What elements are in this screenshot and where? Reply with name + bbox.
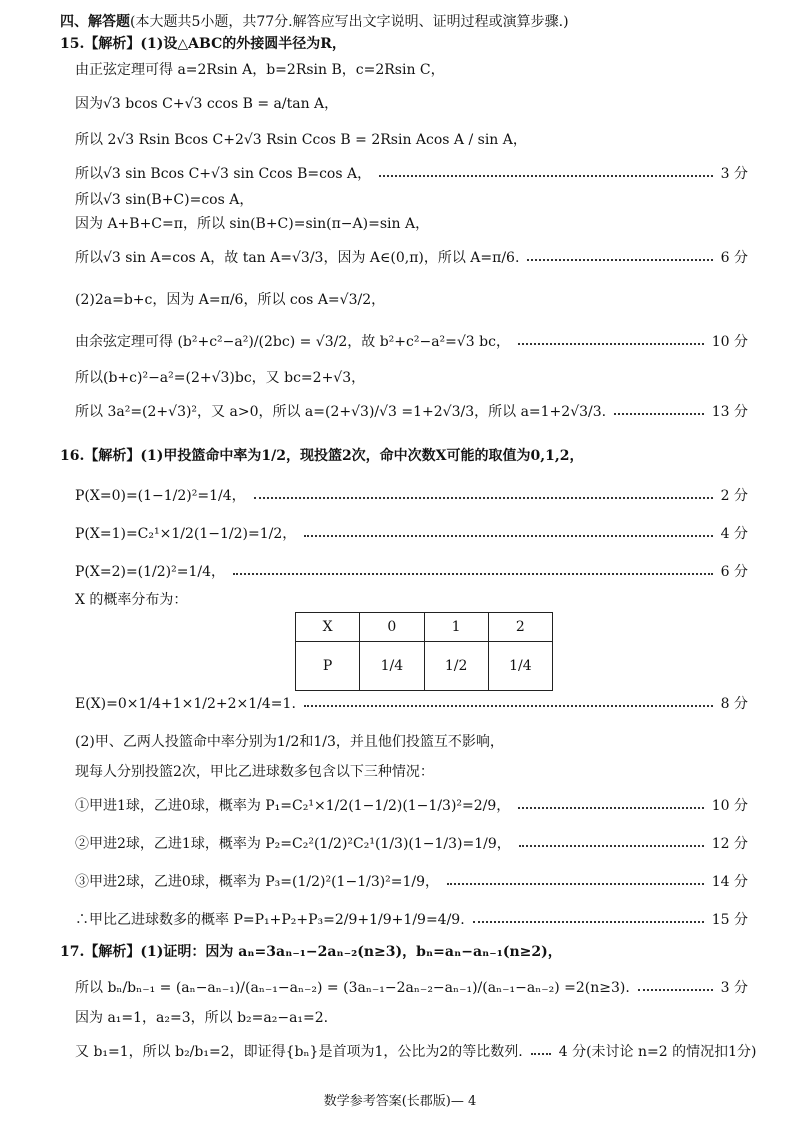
dot-leader — [614, 413, 704, 415]
q16-line-8: ①甲进1球，乙进0球，概率为 P₁=C₂¹×1/2(1−1/2)(1−1/3)²=2/9， 10 分 — [75, 798, 748, 814]
dot-leader — [519, 845, 704, 847]
q15-line-5: 所以√3 sin(B+C)=cos A， — [75, 192, 254, 208]
score-label: 6 分 — [720, 250, 748, 266]
q15-line-1: 由正弦定理可得 a=2Rsin A，b=2Rsin B，c=2Rsin C， — [75, 62, 445, 78]
probability-distribution-table — [295, 612, 553, 691]
score-label: 8 分 — [720, 696, 748, 712]
table-cell: X — [296, 613, 360, 642]
score-label: 15 分 — [711, 912, 748, 928]
dot-leader — [233, 573, 713, 575]
q16-line-0: 16.【解析】(1)甲投篮命中率为1/2，现投篮2次，命中次数X可能的取值为0,1,2， — [60, 448, 584, 464]
score-label: 3 分 — [720, 166, 748, 182]
table-row — [296, 642, 553, 691]
dot-leader — [254, 497, 713, 499]
q15-line-2: 因为√3 bcos C+√3 ccos B = a/tan A， — [75, 96, 339, 112]
dot-leader — [638, 989, 713, 991]
table-cell: 2 — [488, 613, 552, 642]
q15-line-9: 由余弦定理可得 (b²+c²−a²)/(2bc) = √3/2，故 b²+c²−a²=√3 bc， 10 分 — [75, 334, 748, 350]
dot-leader — [304, 705, 713, 707]
dot-leader — [447, 883, 704, 885]
table-cell: 1/2 — [424, 642, 488, 691]
q16-line-1: P(X=0)=(1−1/2)²=1/4， 2 分 — [75, 488, 748, 504]
score-label: 14 分 — [711, 874, 748, 890]
score-label: 4 分(未讨论 n=2 的情况扣1分) — [558, 1044, 757, 1060]
q17-line-0: 17.【解析】(1)证明：因为 aₙ=3aₙ₋₁−2aₙ₋₂(n≥3)，bₙ=aₙ−aₙ₋₁(n≥2)， — [60, 944, 562, 960]
q16-line-3: P(X=2)=(1/2)²=1/4， 6 分 — [75, 564, 748, 580]
q16-line-10: ③甲进2球，乙进0球，概率为 P₃=(1/2)²(1−1/3)²=1/9， 14 分 — [75, 874, 748, 890]
section-note: (本大题共5小题，共77分.解答应写出文字说明、证明过程或演算步骤.) — [130, 14, 569, 30]
q15-line-3: 所以 2√3 Rsin Bcos C+2√3 Rsin Ccos B = 2Rsin Acos A / sin A， — [75, 132, 527, 148]
q15-line-4: 所以√3 sin Bcos C+√3 sin Ccos B=cos A， 3 分 — [75, 166, 748, 182]
score-label: 6 分 — [720, 564, 748, 580]
q17-line-3: 又 b₁=1，所以 b₂/b₁=2，即证得{bₙ}是首项为1，公比为2的等比数列. 4 分(未讨论 n=2 的情况扣1分) — [75, 1044, 757, 1060]
dot-leader — [527, 259, 712, 261]
section-title: 四、解答题 — [60, 14, 130, 30]
q15-line-11: 所以 3a²=(2+√3)²，又 a>0，所以 a=(2+√3)/√3 =1+2√3/3，所以 a=1+2√3/3. 13 分 — [75, 404, 748, 420]
table-row — [296, 613, 553, 642]
dot-leader — [518, 807, 703, 809]
q15-line-10: 所以(b+c)²−a²=(2+√3)bc，又 bc=2+√3， — [75, 370, 366, 386]
q15-line-0: 15.【解析】(1)设△ABC的外接圆半径为R， — [60, 36, 346, 52]
q16-line-4: X 的概率分布为： — [75, 592, 188, 608]
score-label: 10 分 — [711, 334, 748, 350]
page-footer: 数学参考答案(长郡版)— 4 — [323, 1094, 477, 1109]
score-label: 10 分 — [711, 798, 748, 814]
section-header — [60, 14, 800, 31]
dot-leader — [304, 535, 712, 537]
q16-line-6: (2)甲、乙两人投篮命中率分别为1/2和1/3，并且他们投篮互不影响， — [75, 734, 504, 750]
table-cell: 1/4 — [360, 642, 424, 691]
q16-line-7: 现每人分别投篮2次，甲比乙进球数多包含以下三种情况： — [75, 764, 434, 780]
table-cell: 0 — [360, 613, 424, 642]
dot-leader — [473, 921, 704, 923]
dot-leader — [531, 1053, 551, 1055]
dot-leader — [518, 343, 704, 345]
q17-line-2: 因为 a₁=1，a₂=3，所以 b₂=a₂−a₁=2. — [75, 1010, 329, 1026]
q15-line-8: (2)2a=b+c，因为 A=π/6，所以 cos A=√3/2， — [75, 292, 386, 308]
q16-line-2: P(X=1)=C₂¹×1/2(1−1/2)=1/2， 4 分 — [75, 526, 748, 542]
score-label: 2 分 — [720, 488, 748, 504]
table-cell: P — [296, 642, 360, 691]
q16-line-11: ∴甲比乙进球数多的概率 P=P₁+P₂+P₃=2/9+1/9+1/9=4/9. 15 分 — [75, 912, 748, 928]
q17-line-1: 所以 bₙ/bₙ₋₁ = (aₙ−aₙ₋₁)/(aₙ₋₁−aₙ₋₂) = (3aₙ₋₁−2aₙ₋₂−aₙ₋₁)/(aₙ₋₁−aₙ₋₂) =2(n≥3). 3 分 — [75, 980, 748, 996]
q16-line-5: E(X)=0×1/4+1×1/2+2×1/4=1. 8 分 — [75, 696, 748, 712]
dot-leader — [379, 175, 713, 177]
table-cell: 1 — [424, 613, 488, 642]
q15-line-6: 因为 A+B+C=π，所以 sin(B+C)=sin(π−A)=sin A， — [75, 216, 430, 232]
score-label: 4 分 — [720, 526, 748, 542]
q16-line-9: ②甲进2球，乙进1球，概率为 P₂=C₂²(1/2)²C₂¹(1/3)(1−1/3)=1/9， 12 分 — [75, 836, 748, 852]
table-cell: 1/4 — [488, 642, 552, 691]
score-label: 13 分 — [711, 404, 748, 420]
q15-line-7: 所以√3 sin A=cos A，故 tan A=√3/3，因为 A∈(0,π)，所以 A=π/6. 6 分 — [75, 250, 748, 266]
score-label: 12 分 — [711, 836, 748, 852]
score-label: 3 分 — [720, 980, 748, 996]
